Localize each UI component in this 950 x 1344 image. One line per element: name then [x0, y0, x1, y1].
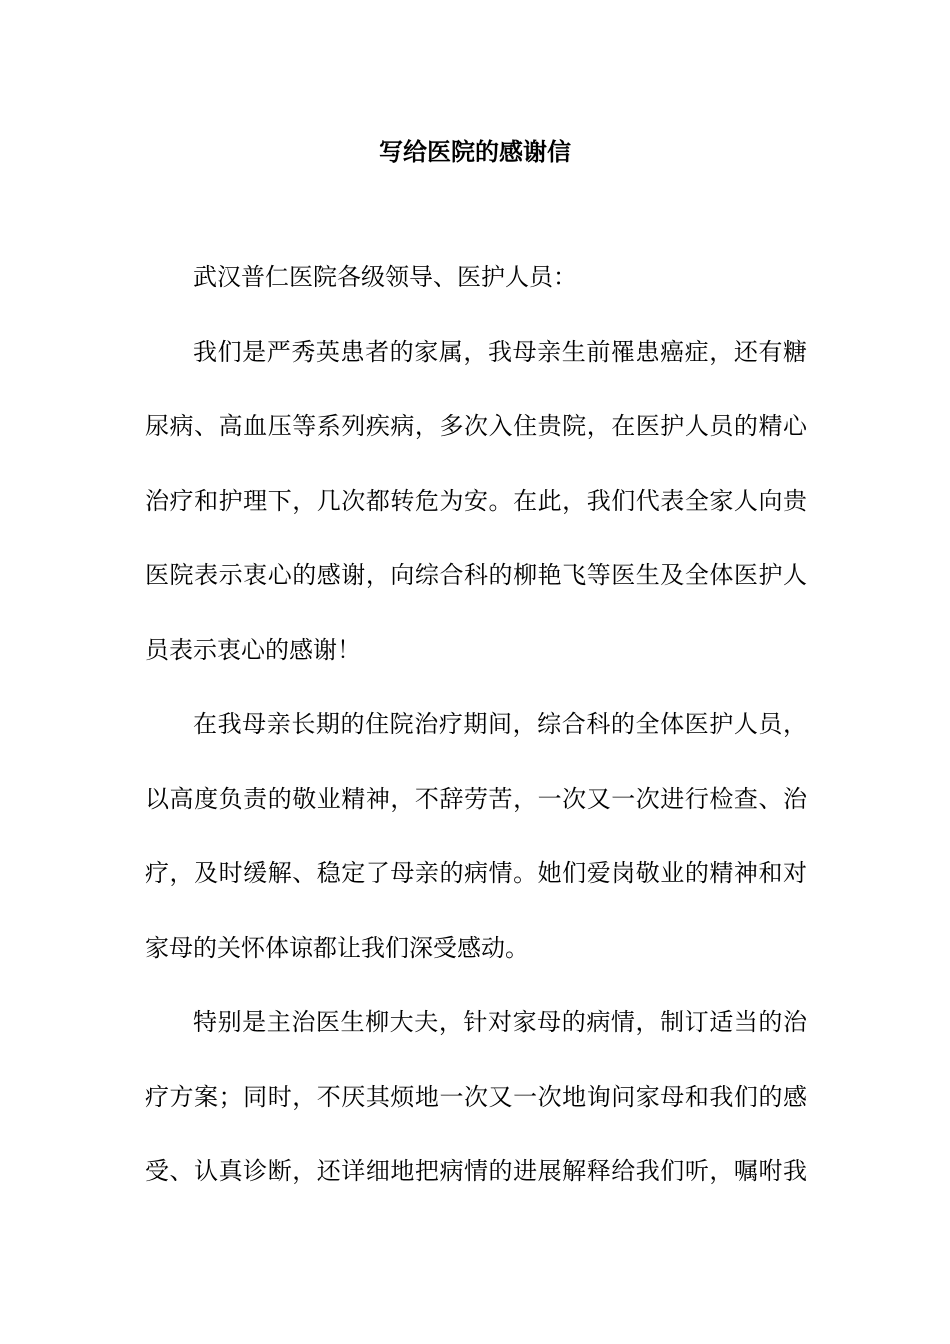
paragraph-line: 特别是主治医生柳大夫，针对家母的病情，制订适当的治	[193, 1008, 807, 1036]
paragraph-line: 治疗和护理下，几次都转危为安。在此，我们代表全家人向贵	[145, 487, 807, 515]
paragraph-line: 在我母亲长期的住院治疗期间，综合科的全体医护人员，	[193, 710, 807, 738]
paragraph-line: 疗，及时缓解、稳定了母亲的病情。她们爱岗敬业的精神和对	[145, 859, 807, 887]
paragraph-line: 以高度负责的敬业精神，不辞劳苦，一次又一次进行检查、治	[145, 785, 807, 813]
paragraph-line: 我们是严秀英患者的家属，我母亲生前罹患癌症，还有糖	[193, 338, 807, 366]
paragraph-line: 医院表示衷心的感谢，向综合科的柳艳飞等医生及全体医护人	[145, 561, 807, 589]
salutation: 武汉普仁医院各级领导、医护人员：	[193, 263, 577, 291]
paragraph-line: 员表示衷心的感谢！	[145, 636, 361, 664]
document-title: 写给医院的感谢信	[379, 137, 571, 166]
paragraph-line: 家母的关怀体谅都让我们深受感动。	[145, 934, 529, 962]
paragraph-line: 尿病、高血压等系列疾病，多次入住贵院，在医护人员的精心	[145, 412, 807, 440]
paragraph-line: 疗方案；同时，不厌其烦地一次又一次地询问家母和我们的感	[145, 1083, 807, 1111]
paragraph-line: 受、认真诊断，还详细地把病情的进展解释给我们听，嘱咐我	[145, 1157, 807, 1185]
